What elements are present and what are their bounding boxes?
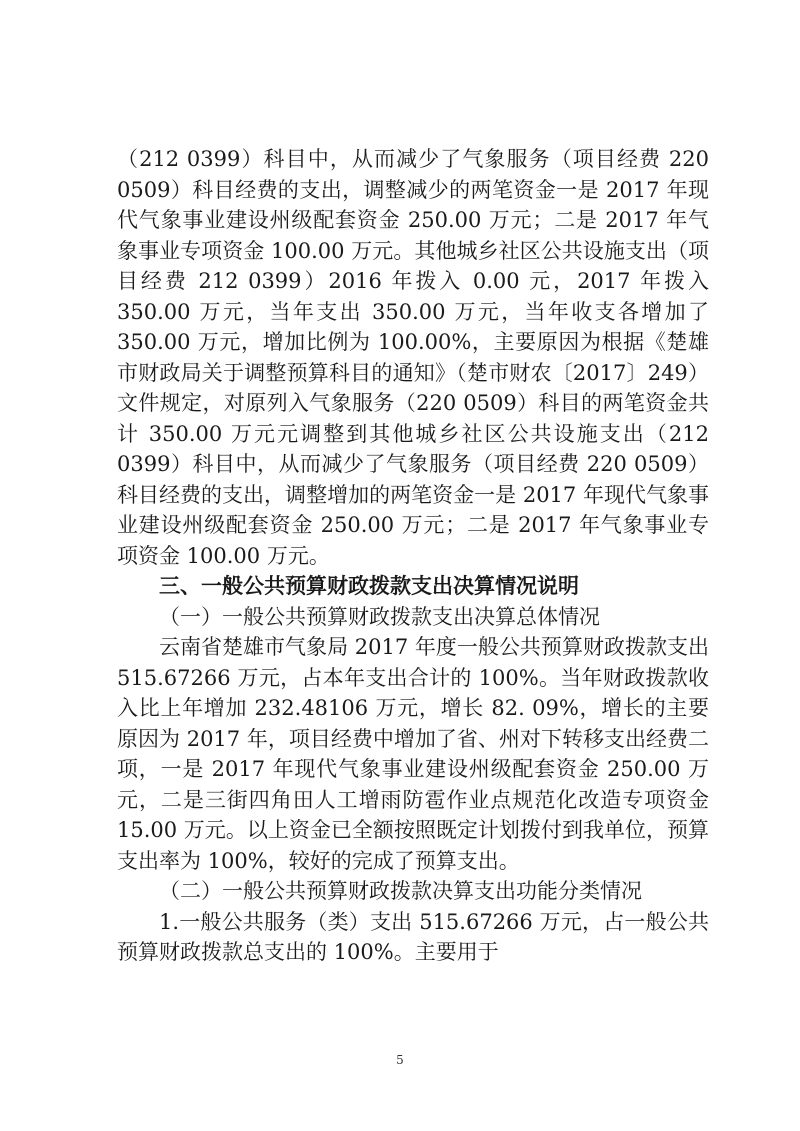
paragraph-overall-situation: 云南省楚雄市气象局 2017 年度一般公共预算财政拨款支出 515.67266 万元，占本年支出合计的 100%。当年财政拨款收入比上年增加 232.48106 万元，增长 82. 09%，增长的主要原因为 2017 年，项目经费中增加了省、州对下转移支出经费二项，一是 2017 年现代气象事业建设州级配套资金 250.00 万元，二是三街四角田人工增雨防雹作业点规范化改造专项资金 15.00 万元。以上资金已全额按照既定计划拨付到我单位，预算支出率为 100%，较好的完成了预算支出。 (117, 635, 709, 873)
subsection-heading-3-1: （一）一般公共预算财政拨款支出决算总体情况 (159, 604, 600, 629)
document-body (117, 144, 709, 968)
section-heading-3: 三、一般公共预算财政拨款支出决算情况说明 (159, 573, 579, 598)
paragraph-subject-adjustment: （212 0399）科目中，从而减少了气象服务（项目经费 220 0509）科目经费的支出，调整减少的两笔资金一是 2017 年现代气象事业建设州级配套资金 250.00 万元；二是 2017 年气象事业专项资金 100.00 万元。其他城乡社区公共设施支出（项目经费 212 0399）2016 年拨入 0.00 元，2017 年拨入 350.00 万元，当年支出 350.00 万元，当年收支各增加了 350.00 万元，增加比例为 100.00%，主要原因为根据《楚雄市财政局关于调整预算科目的通知》（楚市财农〔2017〕249）文件规定，对原列入气象服务（220 0509）科目的两笔资金共计 350.00 万元元调整到其他城乡社区公共设施支出（212 0399）科目中，从而减少了气象服务（项目经费 220 0509）科目经费的支出，调整增加的两笔资金一是 2017 年现代气象事业建设州级配套资金 250.00 万元；二是 2017 年气象事业专项资金 100.00 万元。 (117, 147, 709, 568)
subsection-heading-3-2: （二）一般公共预算财政拨款决算支出功能分类情况 (159, 879, 642, 903)
paragraph-functional-classification: 1.一般公共服务（类）支出 515.67266 万元，占一般公共预算财政拨款总支出的 100%。主要用于 (117, 909, 709, 964)
page-number: 5 (396, 1053, 404, 1067)
